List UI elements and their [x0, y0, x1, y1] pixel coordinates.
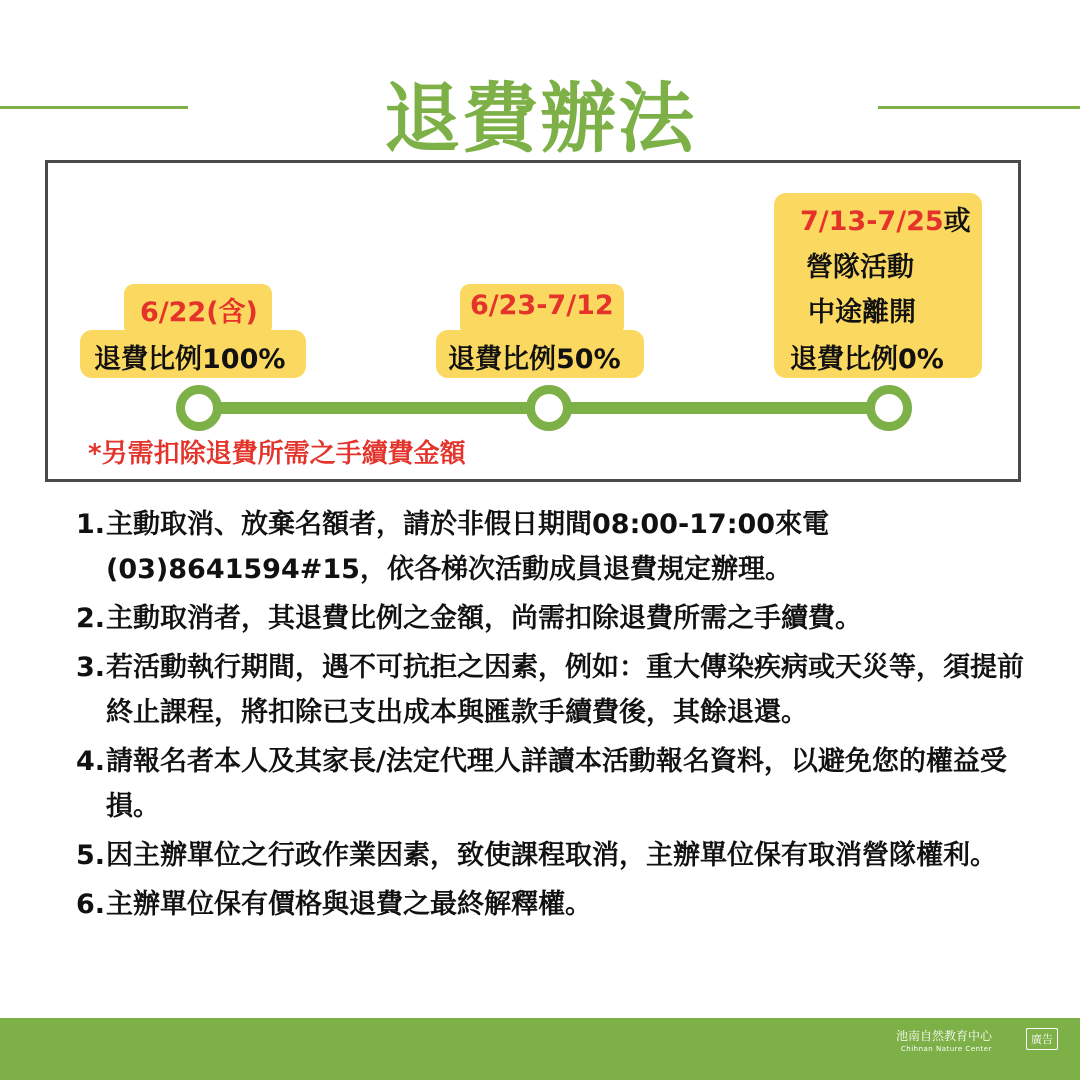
footer-org — [896, 1030, 992, 1056]
rules-list — [76, 502, 1036, 931]
tier-2-ratio: 退費比例50% — [448, 344, 621, 375]
timeline-node-2 — [526, 385, 572, 431]
timeline-node-3 — [866, 385, 912, 431]
rule-item-5 — [76, 833, 1036, 878]
tier-1-period: 6/22(含) — [140, 297, 258, 328]
rule-item-1 — [76, 502, 1036, 592]
rule-item-3 — [76, 645, 1036, 735]
rule-number: 3. — [76, 652, 106, 683]
page-title: 退費辦法 — [384, 74, 696, 163]
rule-number: 5. — [76, 840, 106, 871]
rule-item-6 — [76, 882, 1036, 927]
rule-text: 請報名者本人及其家長/法定代理人詳讀本活動報名資料，以避免您的權益受損。 — [106, 746, 1007, 822]
rule-number: 1. — [76, 509, 106, 540]
rule-text: 主辦單位保有價格與退費之最終解釋權。 — [106, 889, 592, 920]
tier-3-extra-line-1: 營隊活動 — [806, 252, 914, 283]
rule-text: 主動取消者，其退費比例之金額，尚需扣除退費所需之手續費。 — [106, 603, 862, 634]
tier-1-ratio: 退費比例100% — [94, 344, 286, 375]
tier-2-period: 6/23-7/12 — [470, 290, 614, 321]
footer-org-name: 池南自然教育中心 — [895, 1029, 992, 1043]
rule-item-4 — [76, 739, 1036, 829]
tier-3-ratio: 退費比例0% — [790, 344, 944, 375]
tier-3-period: 7/13-7/25 — [800, 206, 944, 237]
ad-badge: 廣告 — [1026, 1028, 1058, 1050]
tier-3-period-line — [800, 199, 971, 238]
fee-note: *另需扣除退費所需之手續費金額 — [88, 439, 466, 469]
rule-text: 主動取消、放棄名額者，請於非假日期間08:00-17:00來電(03)8641594#15，依各梯次活動成員退費規定辦理。 — [106, 509, 830, 585]
tier-3-extra-line-2: 中途離開 — [808, 297, 916, 328]
rule-number: 6. — [76, 889, 106, 920]
rule-item-2 — [76, 596, 1036, 641]
tier-3-period-suffix: 或 — [943, 206, 971, 237]
rule-text: 因主辦單位之行政作業因素，致使課程取消，主辦單位保有取消營隊權利。 — [106, 840, 997, 871]
footer-org-name-en: Chihnan Nature Center — [900, 1045, 992, 1053]
rule-text: 若活動執行期間，遇不可抗拒之因素，例如：重大傳染疾病或天災等，須提前終止課程，將扣除已支出成本與匯款手續費後，其餘退還。 — [106, 652, 1024, 728]
rule-number: 4. — [76, 746, 106, 777]
timeline-node-1 — [176, 385, 222, 431]
footer-bar — [0, 1018, 1080, 1080]
rule-number: 2. — [76, 603, 106, 634]
